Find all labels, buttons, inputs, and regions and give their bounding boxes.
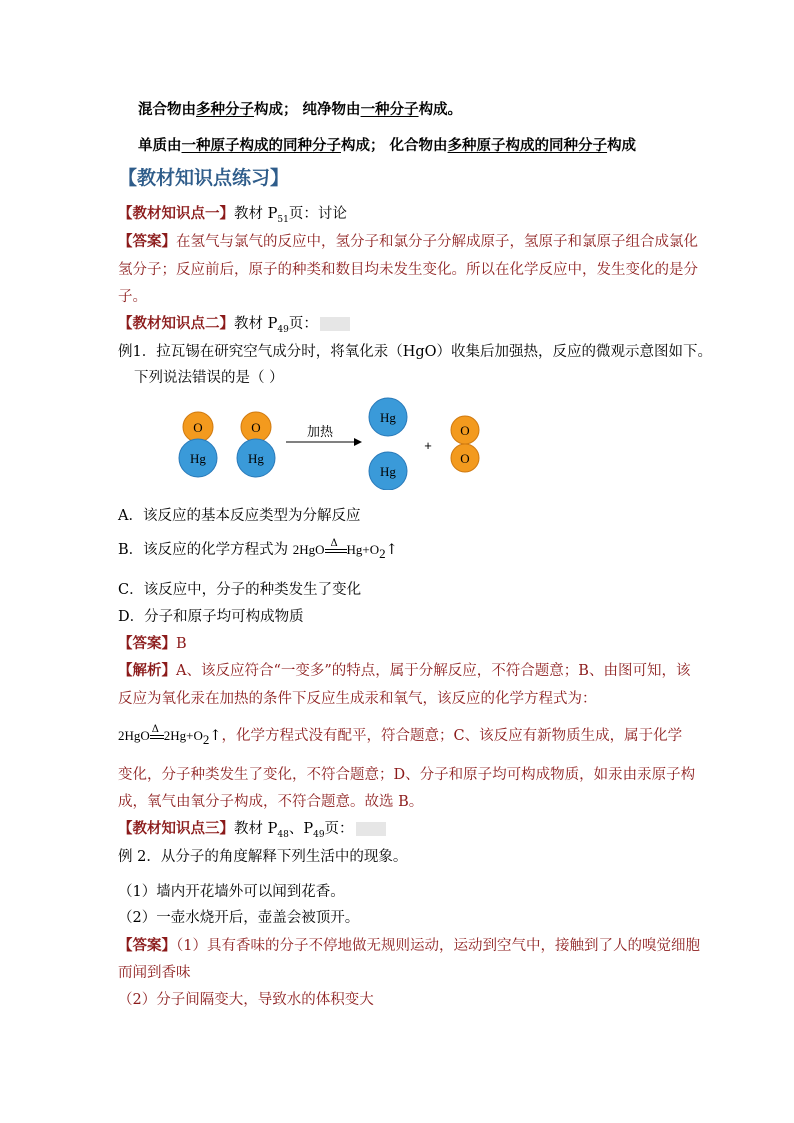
k1-answer-3: 子。 xyxy=(118,289,147,305)
text: 构成； 化合物由 xyxy=(341,137,448,154)
answer-tag: 【答案】 xyxy=(118,635,176,652)
atom-label: Hg xyxy=(380,464,396,479)
page-sub: 48 xyxy=(277,829,289,840)
k2-analysis-3 xyxy=(118,726,682,750)
atom-label: O xyxy=(251,420,261,435)
page-sub: 49 xyxy=(277,324,289,335)
equation-text: Hg+O xyxy=(346,542,380,557)
k3-question-2: （2）一壶水烧开后，壶盖会被顶开。 xyxy=(118,910,360,926)
atom-label: Hg xyxy=(248,451,264,466)
k2-analysis-5: 成，氧气由氧分子构成，不符合题意。故选 B。 xyxy=(118,794,424,810)
text: 构成 xyxy=(607,137,637,154)
atom-label: Hg xyxy=(380,410,396,425)
plus-sign: + xyxy=(424,438,432,453)
text: 构成； 纯净物由 xyxy=(254,101,361,118)
heat-condition-sign xyxy=(150,724,164,743)
gas-arrow: ↑ xyxy=(209,728,222,744)
summary-line-1 xyxy=(138,100,462,120)
text: 页：讨论 xyxy=(288,206,347,222)
arrow-head xyxy=(354,438,362,446)
text: 教材 P xyxy=(234,316,278,332)
k2-analysis-4: 变化，分子种类发生了变化，不符合题意；D、分子和原子均可构成物质，如汞由汞原子构 xyxy=(118,767,696,783)
atom-label: O xyxy=(193,420,203,435)
answer-tag: 【答案】 xyxy=(118,937,176,954)
text: （1）具有香味的分子不停地做无规则运动，运动到空气中，接触到了人的嗅觉细胞 xyxy=(176,938,700,954)
text: 教材 P xyxy=(234,821,278,837)
k1-answer-2: 氢分子；反应前后，原子的种类和数目均未发生变化。所以在化学反应中，发生变化的是分 xyxy=(118,262,698,278)
k2-answer xyxy=(118,634,187,654)
k2-tag: 【教材知识点二】 xyxy=(118,315,234,332)
text: 、P xyxy=(288,821,314,837)
answer-value: B xyxy=(176,636,187,652)
atom-label: O xyxy=(460,423,470,438)
equation-text: 2Hg+O xyxy=(163,728,203,743)
text: 构成。 xyxy=(418,101,463,118)
k3-answer-1 xyxy=(118,936,700,956)
underlined-text: 多种分子 xyxy=(196,101,254,118)
underlined-text: 一种分子 xyxy=(360,101,419,118)
answer-tag: 【答案】 xyxy=(118,233,176,250)
option-d: D．分子和原子均可构成物质 xyxy=(118,609,304,625)
gas-arrow: ↑ xyxy=(385,542,398,558)
blank-box xyxy=(356,822,386,836)
delta-symbol: Δ xyxy=(330,538,338,549)
summary-line-2 xyxy=(138,136,636,156)
text: 混合物由 xyxy=(138,101,196,118)
section-heading: 【教材知识点练习】 xyxy=(118,167,290,189)
equation-text: 2HgO xyxy=(292,542,325,557)
page-sub: 49 xyxy=(313,829,325,840)
k1-answer-1 xyxy=(118,232,698,252)
blank-box xyxy=(320,317,350,331)
text: 教材 P xyxy=(234,206,278,222)
k2-question-1: 例1．拉瓦锡在研究空气成分时，将氧化汞（HgO）收集后加强热，反应的微观示意图如下。 xyxy=(118,344,713,360)
k2-analysis-1 xyxy=(118,661,690,681)
k2-analysis-2: 反应为氧化汞在加热的条件下反应生成汞和氧气，该反应的化学方程式为： xyxy=(118,691,597,707)
text: 页： xyxy=(324,821,354,837)
subscript: 2 xyxy=(202,731,210,747)
k2-title xyxy=(118,314,350,340)
text: A、该反应符合“一变多”的特点，属于分解反应，不符合题意；B、由图可知，该 xyxy=(176,663,691,679)
option-b xyxy=(118,540,398,564)
text: 在氢气与氯气的反应中，氢分子和氯分子分解成原子，氢原子和氯原子组合成氯化 xyxy=(176,234,698,250)
k1-title xyxy=(118,204,347,230)
k3-question: 例 2．从分子的角度解释下列生活中的现象。 xyxy=(118,849,408,865)
arrow-label: 加热 xyxy=(306,425,334,440)
k3-answer-2: （2）分子间隔变大，导致水的体积变大 xyxy=(118,992,374,1008)
subscript: 2 xyxy=(379,545,386,561)
underlined-text: 一种原子构成的同种分子 xyxy=(181,137,341,154)
k3-answer-1b: 而闻到香味 xyxy=(118,965,191,981)
k1-tag: 【教材知识点一】 xyxy=(118,205,234,222)
k3-question-1: （1）墙内开花墙外可以闻到花香。 xyxy=(118,884,345,900)
heat-condition-sign xyxy=(325,538,347,557)
atom-label: Hg xyxy=(190,451,206,466)
option-c: C．该反应中，分子的种类发生了变化 xyxy=(118,582,362,598)
k2-question-2: 下列说法错误的是（ ） xyxy=(134,370,284,386)
equation-text: 2HgO xyxy=(118,728,150,743)
page-sub: 51 xyxy=(277,214,289,225)
text: B．该反应的化学方程式为 xyxy=(118,542,293,558)
option-a: A．该反应的基本反应类型为分解反应 xyxy=(118,508,361,524)
k3-title xyxy=(118,819,386,845)
k3-tag: 【教材知识点三】 xyxy=(118,820,234,837)
text: 单质由 xyxy=(138,137,182,154)
atom-label: O xyxy=(460,451,470,466)
analysis-tag: 【解析】 xyxy=(118,662,176,679)
delta-symbol: Δ xyxy=(151,724,160,735)
reaction-diagram xyxy=(170,395,490,490)
text: ，化学方程式没有配平，符合题意；C、该反应有新物质生成，属于化学 xyxy=(221,728,683,744)
underlined-text: 多种原子构成的同种分子 xyxy=(447,137,608,154)
text: 页： xyxy=(288,316,318,332)
